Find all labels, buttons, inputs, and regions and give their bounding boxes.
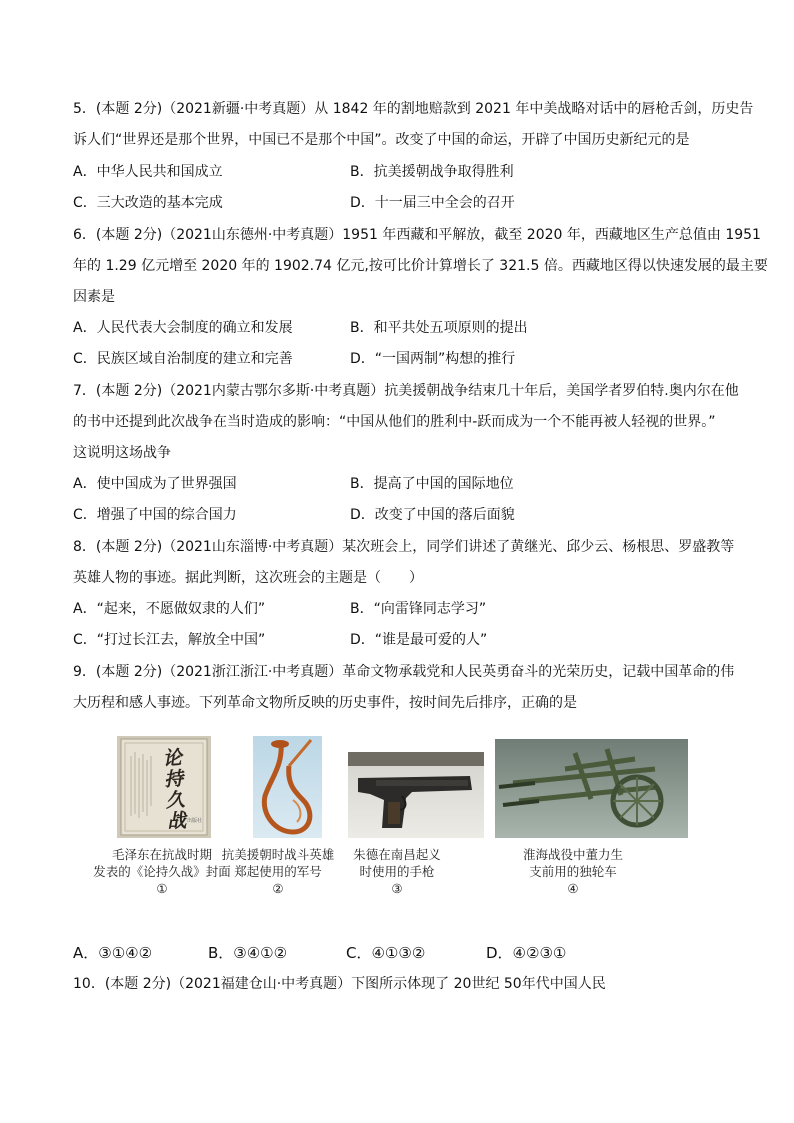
- figure-2-caption: [218, 846, 338, 897]
- question-6-option-b[interactable]: B．和平共处五项原则的提出: [350, 320, 528, 336]
- figure-4-number: ④: [567, 881, 579, 896]
- question-6-option-a[interactable]: A．人民代表大会制度的确立和发展: [73, 320, 293, 336]
- question-9-line-2: 大历程和感人事迹。下列革命文物所反映的历史事件，按时间先后排序，正确的是: [73, 695, 577, 711]
- question-9-option-a[interactable]: A．③①④②: [73, 944, 153, 962]
- question-5-option-c[interactable]: C．三大改造的基本完成: [73, 195, 223, 211]
- question-8-option-d[interactable]: D．“谁是最可爱的人”: [350, 632, 488, 648]
- pistol-image: [348, 752, 484, 838]
- question-8-line-1: 8．(本题 2分)（2021山东淄博·中考真题）某次班会上，同学们讲述了黄继光、邱少云、杨根思、罗盛教等: [73, 539, 735, 555]
- svg-text:出版社: 出版社: [187, 818, 203, 824]
- question-6-line-3: 因素是: [73, 289, 115, 305]
- question-9-line-1: 9．(本题 2分)（2021浙江浙江·中考真题）革命文物承载党和人民英勇奋斗的光荣历史，记载中国革命的伟: [73, 664, 735, 680]
- question-7-option-a[interactable]: A．使中国成为了世界强国: [73, 476, 237, 492]
- question-9-option-d[interactable]: D．④②③①: [486, 944, 567, 962]
- figure-1-caption-line-2: 发表的《论持久战》封面: [93, 864, 231, 879]
- question-7-option-d[interactable]: D．改变了中国的落后面貌: [350, 507, 515, 523]
- question-5-option-d[interactable]: D．十一届三中全会的召开: [350, 195, 515, 211]
- question-5-option-b[interactable]: B．抗美援朝战争取得胜利: [350, 164, 514, 180]
- question-6-line-2: 年的 1.29 亿元增至 2020 年的 1902.74 亿元,按可比价计算增长了 321.5 倍。西藏地区得以快速发展的最主要: [73, 258, 768, 274]
- figure-3-number: ③: [391, 881, 403, 896]
- question-7-option-c[interactable]: C．增强了中国的综合国力: [73, 507, 237, 523]
- question-10-line-1: 10．(本题 2分)（2021福建仓山·中考真题）下图所示体现了 20世纪 50年代中国人民: [73, 976, 606, 992]
- question-6-line-1: 6．(本题 2分)（2021山东德州·中考真题）1951 年西藏和平解放，截至 2020 年，西藏地区生产总值由 1951: [73, 227, 761, 243]
- figure-2-number: ②: [272, 881, 284, 896]
- bugle-image: [253, 736, 322, 838]
- question-9-option-b[interactable]: B．③④①②: [208, 944, 288, 962]
- wheelbarrow-image: [495, 739, 688, 838]
- question-8-option-b[interactable]: B．“向雷锋同志学习”: [350, 601, 487, 617]
- figure-4-caption-line-1: 淮海战役中董力生: [522, 847, 623, 862]
- figure-3-caption: [342, 846, 452, 897]
- question-6-option-c[interactable]: C．民族区域自治制度的建立和完善: [73, 351, 293, 367]
- question-8-line-2: 英雄人物的事迹。据此判断，这次班会的主题是（ ）: [73, 570, 423, 586]
- figure-1-number: ①: [156, 881, 168, 896]
- book-title-calligraphy: 论持久战: [162, 746, 187, 833]
- figure-2-caption-line-1: 抗美援朝时战斗英雄: [221, 847, 335, 862]
- figure-4-caption: [518, 846, 628, 897]
- question-9-option-c[interactable]: C．④①③②: [346, 944, 426, 962]
- book-cover-image: [117, 736, 211, 838]
- question-7-line-2: 的书中还提到此次战争在当时造成的影响：“中国从他们的胜利中-跃而成为一个不能再被人轻视的世界。”: [73, 414, 716, 430]
- question-5-line-1: 5．(本题 2分)（2021新疆·中考真题）从 1842 年的割地赔款到 2021 年中美战略对话中的唇枪舌剑，历史告: [73, 101, 754, 117]
- figure-1-caption-line-1: 毛泽东在抗战时期: [111, 847, 212, 862]
- question-6-option-d[interactable]: D．“一国两制”构想的推行: [350, 351, 516, 367]
- question-8-option-a[interactable]: A．“起来，不愿做奴隶的人们”: [73, 601, 266, 617]
- question-5-line-2: 诉人们“世界还是那个世界，中国已不是那个中国”。改变了中国的命运，开辟了中国历史新纪元的是: [73, 132, 690, 148]
- question-7-line-1: 7．(本题 2分)（2021内蒙古鄂尔多斯·中考真题）抗美援朝战争结束几十年后，美国学者罗伯特.奥内尔在他: [73, 383, 739, 399]
- figure-3-caption-line-1: 朱德在南昌起义: [353, 847, 441, 862]
- question-7-option-b[interactable]: B．提高了中国的国际地位: [350, 476, 514, 492]
- question-8-option-c[interactable]: C．“打过长江去，解放全中国”: [73, 632, 266, 648]
- question-5-option-a[interactable]: A．中华人民共和国成立: [73, 164, 223, 180]
- question-7-line-3: 这说明这场战争: [73, 445, 171, 461]
- figure-2-caption-line-2: 郑起使用的军号: [234, 864, 322, 879]
- figure-3-caption-line-2: 时使用的手枪: [359, 864, 435, 879]
- figure-4-caption-line-2: 支前用的独轮车: [529, 864, 617, 879]
